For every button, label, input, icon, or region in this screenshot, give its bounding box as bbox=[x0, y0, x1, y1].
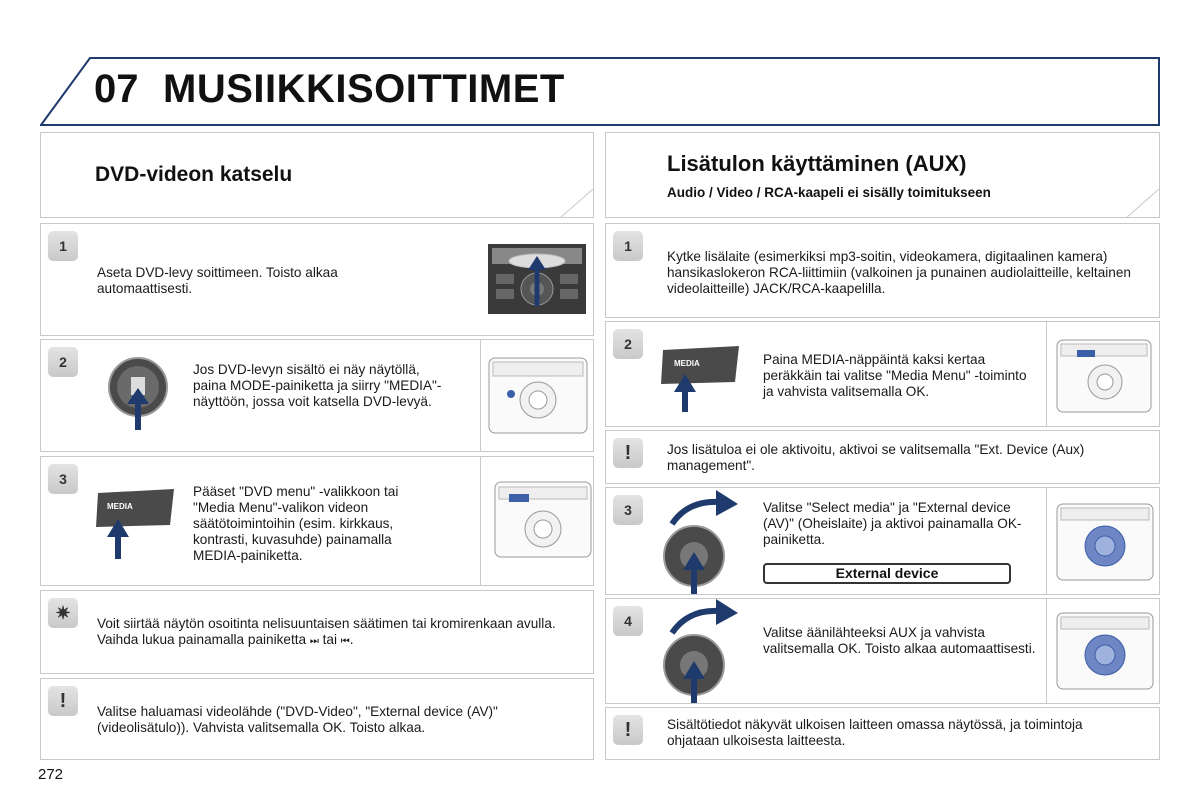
step-number: 1 bbox=[613, 231, 643, 261]
step-number: 2 bbox=[613, 329, 643, 359]
media-button-illustration bbox=[96, 489, 176, 559]
chapter-header bbox=[40, 57, 1160, 127]
next-track-icon: ⏭ bbox=[309, 636, 319, 647]
console-thumbnail bbox=[1046, 599, 1159, 703]
ok-dial-illustration bbox=[658, 599, 746, 703]
step-text: Jos DVD-levyn sisältö ei näy näytöllä, paina MODE-painiketta ja siirry "MEDIA"-näyttöön, jossa voit katsella DVD-levyä. bbox=[193, 362, 442, 409]
dvd-warning bbox=[40, 678, 594, 760]
aux-warning-1 bbox=[605, 430, 1160, 484]
dvd-slot-illustration bbox=[488, 244, 586, 314]
mode-button-illustration bbox=[105, 352, 171, 432]
step-number: 1 bbox=[48, 231, 78, 261]
corner-fold bbox=[560, 189, 594, 219]
step-text: Valitse "Select media" ja "External device (AV)" (Oheislaite) ja aktivoi painamalla OK-painiketta. bbox=[763, 500, 1022, 547]
aux-step-4 bbox=[605, 598, 1160, 704]
warning-icon: ! bbox=[613, 715, 643, 745]
console-thumbnail bbox=[1046, 488, 1159, 594]
console-thumbnail bbox=[480, 457, 594, 585]
warning-text: Sisältötiedot näkyvät ulkoisen laitteen omassa näytössä, ja toimintoja ohjataan ulkoisesta laitteesta. bbox=[667, 717, 1083, 748]
step-number: 3 bbox=[613, 495, 643, 525]
media-button-label: MEDIA bbox=[674, 359, 700, 368]
chapter-title: MUSIIKKISOITTIMET bbox=[163, 67, 565, 111]
external-device-label: External device bbox=[763, 563, 1011, 584]
console-thumbnail bbox=[1046, 322, 1159, 426]
dvd-step-1 bbox=[40, 223, 594, 336]
warning-text: Jos lisätuloa ei ole aktivoitu, aktivoi se valitsemalla "Ext. Device (Aux) management". bbox=[667, 442, 1085, 473]
ok-dial-illustration bbox=[658, 490, 746, 594]
step-number: 4 bbox=[613, 606, 643, 636]
dvd-step-3 bbox=[40, 456, 594, 586]
console-thumbnail bbox=[480, 340, 594, 451]
media-button-illustration bbox=[661, 346, 741, 414]
warning-icon: ! bbox=[48, 686, 78, 716]
section-title-dvd: DVD-videon katselu bbox=[95, 163, 293, 186]
aux-step-3 bbox=[605, 487, 1160, 595]
step-text: Pääset "DVD menu" -valikkoon tai "Media Menu"-valikon videon säätötoimintoihin (esim. kirkkaus, kontrasti, kuvasuhde) painamalla MEDIA-painiketta. bbox=[193, 484, 399, 563]
corner-fold bbox=[1126, 189, 1160, 219]
dvd-tip bbox=[40, 590, 594, 674]
chapter-number: 07 bbox=[94, 67, 139, 111]
step-text: Valitse äänilähteeksi AUX ja vahvista valitsemalla OK. Toisto alkaa automaattisesti. bbox=[763, 625, 1036, 656]
warning-icon: ! bbox=[613, 438, 643, 468]
section-header-dvd bbox=[40, 132, 594, 218]
warning-text: Valitse haluamasi videolähde ("DVD-Video", "External device (AV)" (videolisätulo)). Vahvista valitsemalla OK. Toisto alkaa. bbox=[97, 704, 498, 735]
media-button-label: MEDIA bbox=[107, 502, 133, 511]
page-number: 272 bbox=[38, 766, 64, 783]
step-text: Paina MEDIA-näppäintä kaksi kertaa peräkkäin tai valitse "Media Menu" -toiminto ja vahvista valitsemalla OK. bbox=[763, 352, 1027, 399]
step-text: Kytke lisälaite (esimerkiksi mp3-soitin, videokamera, digitaalinen kamera) hansikaslokeron RCA-liittimiin (valkoinen ja punainen audiolaitteille, keltainen videolaitteille) JACK/RCA-kaapelilla. bbox=[667, 249, 1131, 296]
tip-text: Voit siirtää näytön osoitinta nelisuuntaisen säätimen tai kromirenkaan avulla. Vaihda lukua painamalla painiketta ⏭ tai ⏮. bbox=[97, 616, 556, 647]
section-title-aux: Lisätulon käyttäminen (AUX) bbox=[667, 151, 967, 176]
section-subtitle-aux: Audio / Video / RCA-kaapeli ei sisälly toimitukseen bbox=[667, 185, 991, 200]
step-number: 3 bbox=[48, 464, 78, 494]
tip-icon: ✷ bbox=[48, 598, 78, 628]
section-header-aux bbox=[605, 132, 1160, 218]
step-number: 2 bbox=[48, 347, 78, 377]
aux-step-2 bbox=[605, 321, 1160, 427]
dvd-step-2 bbox=[40, 339, 594, 452]
aux-warning-2 bbox=[605, 707, 1160, 760]
aux-step-1 bbox=[605, 223, 1160, 318]
previous-track-icon: ⏮ bbox=[340, 636, 350, 647]
step-text: Aseta DVD-levy soittimeen. Toisto alkaa automaattisesti. bbox=[97, 265, 338, 296]
